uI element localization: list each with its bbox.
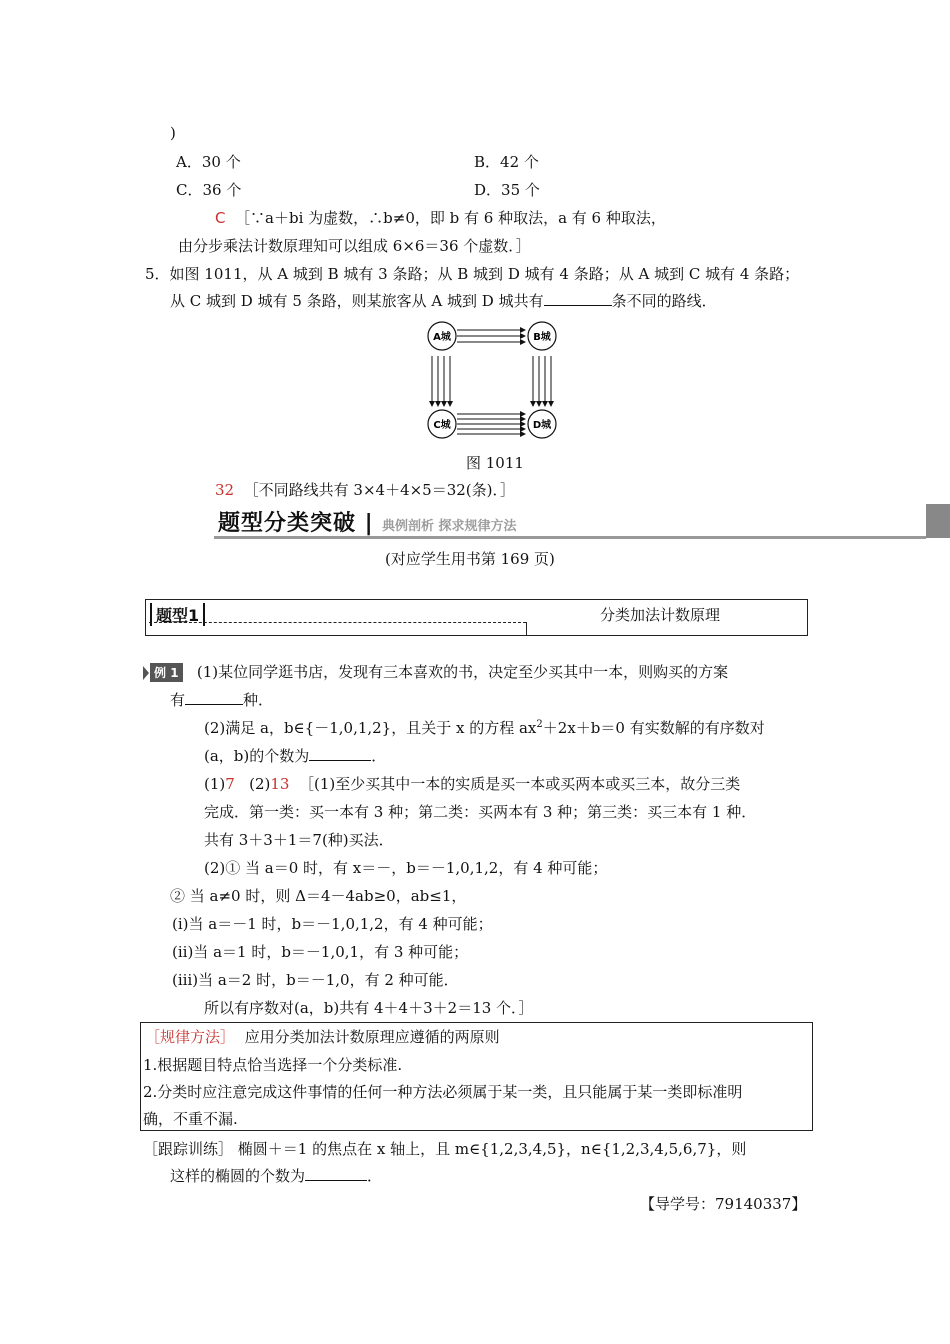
type1-divider (526, 622, 527, 635)
q4-option-a: A．30 个 (176, 153, 241, 171)
q4-solution-line1 (215, 207, 666, 228)
method-rule1: 1.根据题目特点恰当选择一个分类标准. (143, 1056, 403, 1074)
node-d (528, 410, 556, 438)
route-b-to-d (533, 356, 551, 406)
example1-answer1: 7 (225, 775, 235, 793)
example1-part1: (1)某位同学逛书店，发现有三本喜欢的书，决定至少买其中一本，则购买的方案 (196, 663, 729, 681)
example1-line1 (143, 661, 728, 682)
example1-solution-line1: (1)7 (2)13 ［(1)至少买其中一本的实质是买一本或买两本或买三本，故分三类 (204, 775, 741, 793)
type1-dashed-line (149, 622, 526, 623)
q5-answer-blank (544, 293, 612, 306)
q5-line1: 5．如图 1011，从 A 城到 B 城有 3 条路；从 B 城到 D 城有 4 条路；从 A 城到 C 城有 4 条路； (145, 265, 800, 283)
example1-blank1 (185, 692, 243, 705)
q4-solution-text: ［∵a＋bi 为虚数，∴b≠0，即 b 有 6 种取法，a 有 6 种取法， (235, 209, 666, 227)
method-header (145, 1026, 500, 1047)
example1-line3: (2)满足 a，b∈{－1,0,1,2}，且关于 x 的方程 $ax^2+2x+b=0$ 有实数解的有序数对 (204, 719, 765, 737)
node-a (428, 322, 456, 350)
method-tag: ［规律方法］ (145, 1028, 236, 1046)
q5-solution-text: ［不同路线共有 3×4＋4×5＝32(条)．］ (243, 481, 516, 499)
route-diagram (420, 316, 570, 444)
q5-solution (215, 479, 515, 500)
method-rule2: 2.分类时应注意完成这件事情的任何一种方法必须属于某一类，且只能属于某一类即标准明 (143, 1083, 743, 1101)
node-b (528, 322, 556, 350)
example-arrow-icon (143, 666, 149, 680)
example1-blank2 (309, 748, 371, 761)
example1-solution-line6: (ⅰ)当 a＝－1 时，b＝－1,0,1,2，有 4 种可能； (172, 915, 493, 933)
example-badge: 例 1 (150, 663, 183, 682)
section-subtitle: 典例剖析 探求规律方法 (382, 519, 517, 534)
example1-solution-line4: (2)① 当 a＝0 时，有 x＝－，b＝－1,0,1,2，有 4 种可能； (204, 859, 608, 877)
type1-title: 分类加法计数原理 (600, 606, 721, 624)
node-c (428, 410, 456, 438)
study-code: 【导学号：79140337】 (640, 1195, 807, 1213)
route-a-to-c (432, 356, 450, 406)
practice-line1: ［跟踪训练］ 椭圆＋＝1 的焦点在 x 轴上，且 m∈{1,2,3,4,5}，n∈{1,2,3,4,5,6,7}，则 (143, 1140, 747, 1158)
q5-line2 (170, 290, 717, 311)
section-header (214, 504, 950, 538)
type1-label: 题型1 (150, 603, 205, 626)
example1-line4: (a，b)的个数为 ． (204, 747, 387, 765)
example1-answer2: 13 (270, 775, 290, 793)
section-title: 题型分类突破 | (218, 511, 374, 536)
example1-solution-line2: 完成．第一类：买一本有 3 种；第二类：买两本有 3 种；第三类：买三本有 1 种． (204, 803, 757, 821)
route-c-to-d (457, 414, 525, 434)
example1-line2: 有 种． (170, 691, 274, 709)
practice-line2: 这样的椭圆的个数为 ． (170, 1167, 383, 1185)
section-block (926, 504, 950, 538)
q5-answer: 32 (215, 481, 235, 499)
example1-solution-line5: ② 当 a≠0 时，则 Δ＝4－4ab≥0，ab≤1， (170, 887, 467, 905)
method-title: 应用分类加法计数原理应遵循的两原则 (244, 1028, 500, 1046)
example1-solution-line8: (ⅲ)当 a＝2 时，b＝－1,0，有 2 种可能． (172, 971, 459, 989)
q4-option-d: D．35 个 (474, 181, 540, 199)
node-d-label: D城 (532, 420, 552, 431)
section-underline (214, 536, 926, 539)
figure-caption: 图 1011 (466, 454, 524, 472)
node-b-label: B城 (533, 332, 551, 343)
q4-solution-line2: 由分步乘法计数原理知可以组成 6×6＝36 个虚数．］ (178, 237, 531, 255)
type1-header-box (145, 599, 808, 636)
q4-option-c: C．36 个 (176, 181, 242, 199)
practice-blank (305, 1168, 367, 1181)
example1-solution-line3: 共有 3＋3＋1＝7(种)买法． (204, 831, 394, 849)
example1-solution-line9: 所以有序数对(a，b)共有 4＋4＋3＋2＝13 个．］ (204, 999, 534, 1017)
node-c-label: C城 (433, 420, 451, 431)
q4-option-b: B．42 个 (474, 153, 539, 171)
q5-line2-pre: 从 C 城到 D 城有 5 条路，则某旅客从 A 城到 D 城共有 (170, 292, 544, 310)
node-a-label: A城 (433, 332, 451, 343)
method-rule2-cont: 确，不重不漏. (143, 1110, 238, 1128)
route-a-to-b (457, 330, 525, 342)
q4-answer: C (215, 209, 226, 227)
q5-line2-post: 条不同的路线． (611, 292, 717, 310)
q4-paren: ) (170, 124, 176, 142)
section-reference: (对应学生用书第 169 页) (385, 550, 555, 568)
example1-solution-line7: (ⅱ)当 a＝1 时，b＝－1,0,1，有 3 种可能； (172, 943, 469, 961)
method-box (140, 1022, 813, 1131)
